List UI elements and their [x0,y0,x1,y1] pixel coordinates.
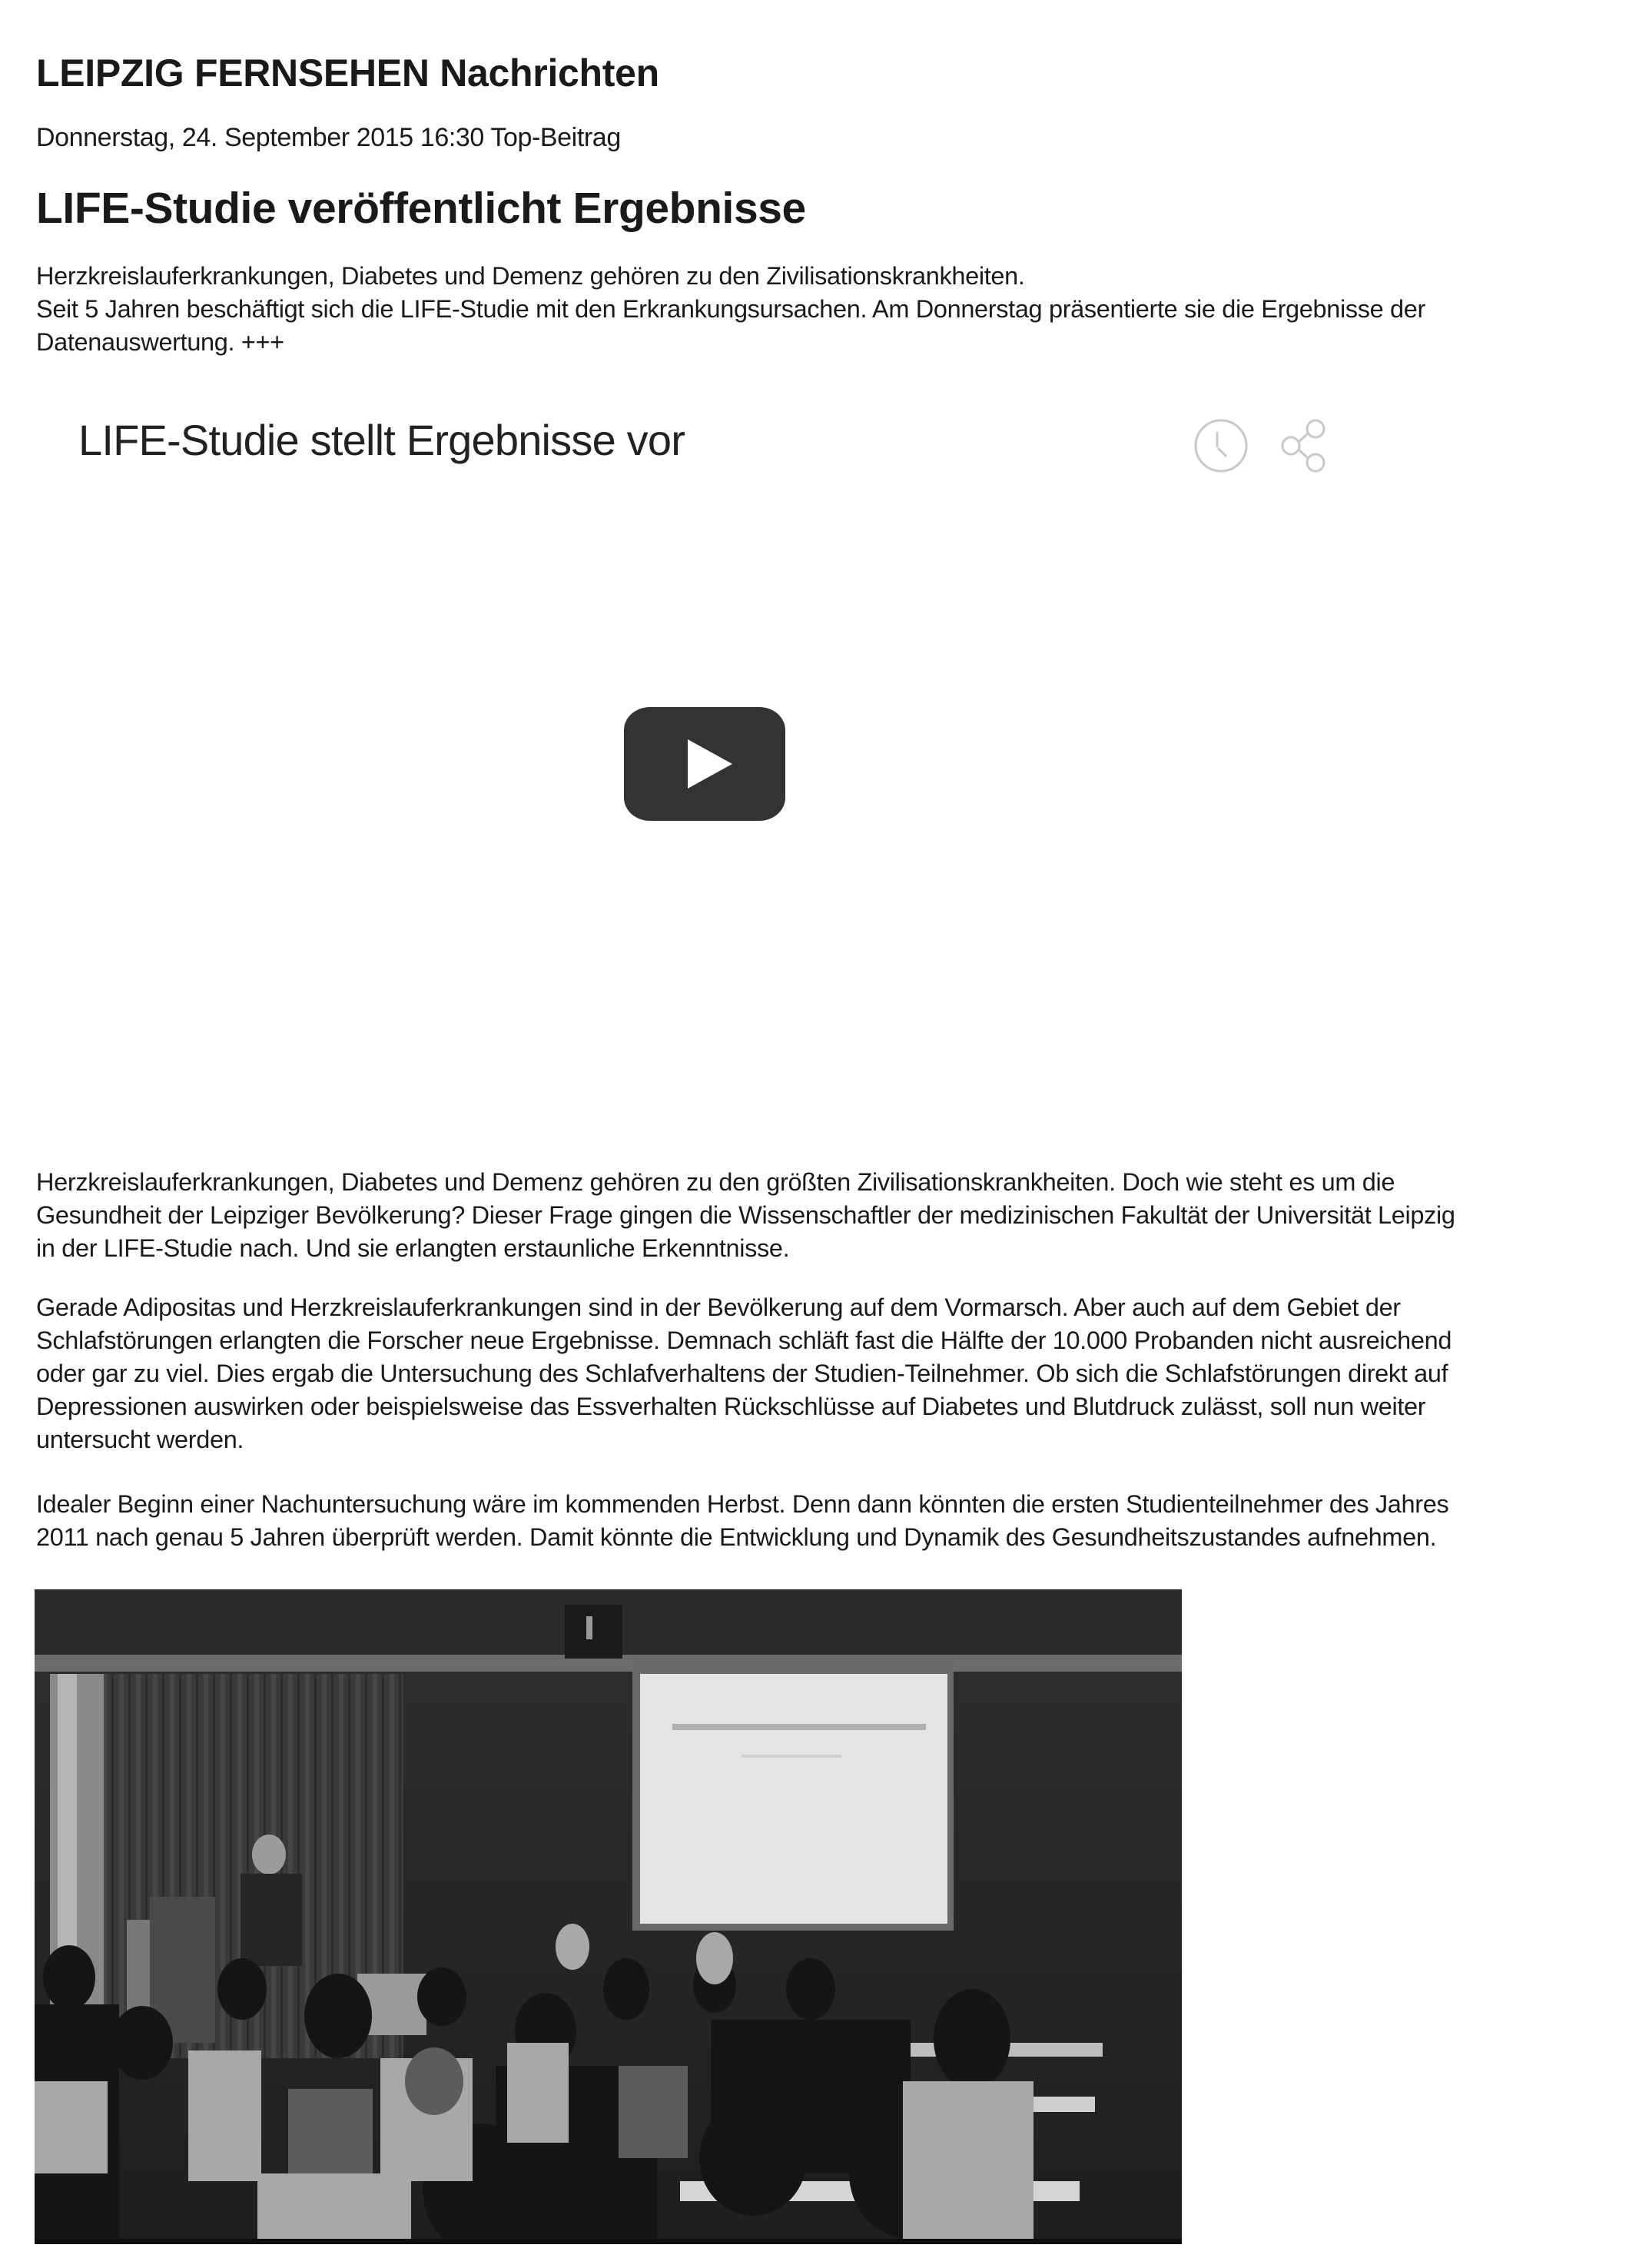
paragraph-line: Herzkreislauferkrankungen, Diabetes und Demenz gehören zu den größten Zivilisationskrankheiten. Doch wie steht es um die [36,1168,1395,1196]
clock-icon[interactable] [1192,417,1250,475]
share-icon[interactable] [1276,417,1334,475]
article-tag: Top-Beitrag [490,123,621,152]
body-paragraph [36,1488,1448,1554]
article-meta [36,123,621,153]
article-title: LIFE-Studie veröffentlicht Ergebnisse [36,184,806,233]
intro-line: Herzkreislauferkrankungen, Diabetes und Demenz gehören zu den Zivilisationskrankheiten. [36,262,1025,290]
intro-line: Datenauswertung. +++ [36,328,284,356]
body-paragraph [36,1166,1455,1265]
paragraph-line: untersucht werden. [36,1426,244,1453]
section-name: Nachrichten [440,51,659,95]
play-icon [688,739,732,789]
article-photo [35,1589,1182,2244]
intro-line: Seit 5 Jahren beschäftigt sich die LIFE-Studie mit den Erkrankungsursachen. Am Donnerstag präsentierte sie die Ergebnisse der [36,295,1425,323]
play-button[interactable] [624,707,785,821]
article-intro [36,260,1425,359]
paragraph-line: Schlafstörungen erlangten die Forscher neue Ergebnisse. Demnach schläft fast die Hälfte der 10.000 Probanden nicht ausreichend [36,1327,1452,1354]
paragraph-line: Idealer Beginn einer Nachuntersuchung wäre im kommenden Herbst. Denn dann könnten die ersten Studienteilnehmer des Jahres [36,1490,1449,1518]
date-time: Donnerstag, 24. September 2015 16:30 [36,123,484,152]
paragraph-line: in der LIFE-Studie nach. Und sie erlangten erstaunliche Erkenntnisse. [36,1234,790,1262]
paragraph-line: oder gar zu viel. Dies ergab die Untersuchung des Schlafverhaltens der Studien-Teilnehmer. Ob sich die Schlafstörungen direkt auf [36,1360,1448,1387]
paragraph-line: Gesundheit der Leipziger Bevölkerung? Dieser Frage gingen die Wissenschaftler der medizinischen Fakultät der Universität Leipzig [36,1201,1455,1229]
site-header [36,51,659,95]
paragraph-line: 2011 nach genau 5 Jahren überprüft werden. Damit könnte die Entwicklung und Dynamik des Gesundheitszustandes aufnehmen. [36,1523,1437,1551]
paragraph-line: Depressionen auswirken oder beispielsweise das Essverhalten Rückschlüsse auf Diabetes und Blutdruck zulässt, soll nun weiter [36,1393,1426,1420]
paragraph-line: Gerade Adipositas und Herzkreislauferkrankungen sind in der Bevölkerung auf dem Vormarsch. Aber auch auf dem Gebiet der [36,1293,1401,1321]
body-paragraph [36,1291,1452,1456]
video-title[interactable]: LIFE-Studie stellt Ergebnisse vor [78,416,685,464]
site-name: LEIPZIG FERNSEHEN [36,51,430,95]
